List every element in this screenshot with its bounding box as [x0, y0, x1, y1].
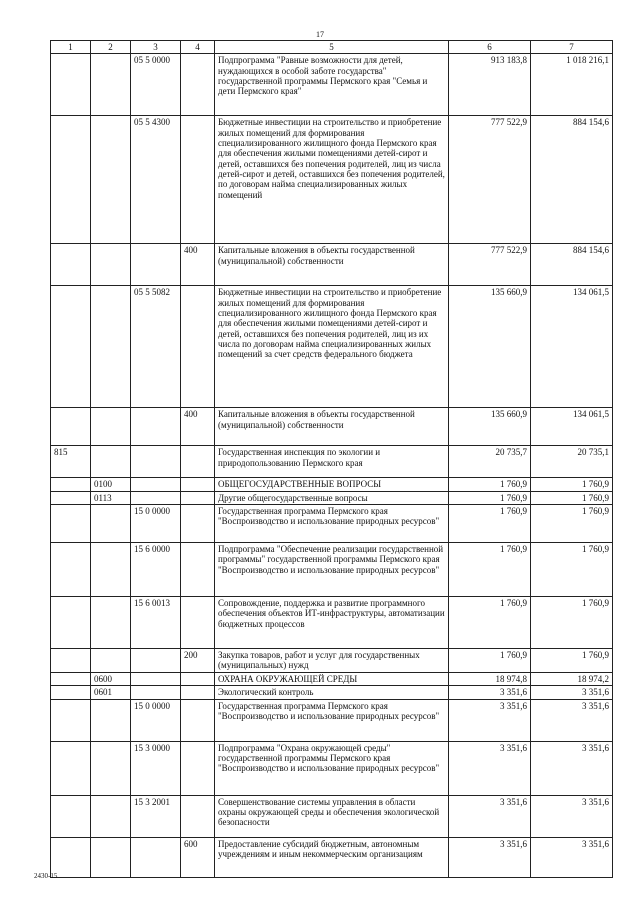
cell-amount-year-2: 3 351,6	[531, 837, 613, 877]
cell-name: Предоставление субсидий бюджетным, автономным учреждениям и иным некоммерческим организациям	[215, 837, 449, 877]
cell-target-code: 15 3 2001	[131, 795, 181, 837]
cell-ministry-code	[51, 741, 91, 795]
cell-amount-year-2: 3 351,6	[531, 686, 613, 699]
table-row	[51, 446, 613, 478]
cell-ministry-code	[51, 673, 91, 686]
cell-target-code: 15 0 0000	[131, 505, 181, 543]
cell-target-code	[131, 649, 181, 673]
cell-expense-type	[181, 795, 215, 837]
cell-section-code	[91, 54, 131, 116]
cell-expense-type	[181, 286, 215, 408]
cell-expense-type	[181, 491, 215, 504]
cell-amount-year-2: 1 760,9	[531, 491, 613, 504]
cell-target-code	[131, 244, 181, 286]
cell-amount-year-1: 20 735,7	[449, 446, 531, 478]
table-row	[51, 54, 613, 116]
cell-target-code	[131, 686, 181, 699]
cell-amount-year-2: 1 018 216,1	[531, 54, 613, 116]
cell-name: Подпрограмма "Охрана окружающей среды" государственной программы Пермского края "Воспроизводство и использование природных ресурсов"	[215, 741, 449, 795]
cell-expense-type: 200	[181, 649, 215, 673]
cell-name: Совершенствование системы управления в области охраны окружающей среды и обеспечения экологической безопасности	[215, 795, 449, 837]
header-col-5: 5	[215, 41, 449, 54]
header-col-2: 2	[91, 41, 131, 54]
cell-name: ОХРАНА ОКРУЖАЮЩЕЙ СРЕДЫ	[215, 673, 449, 686]
cell-ministry-code	[51, 649, 91, 673]
page-number: 17	[316, 30, 324, 39]
cell-ministry-code	[51, 286, 91, 408]
table-row	[51, 286, 613, 408]
cell-section-code	[91, 543, 131, 597]
cell-target-code	[131, 673, 181, 686]
cell-ministry-code	[51, 686, 91, 699]
cell-amount-year-1: 135 660,9	[449, 408, 531, 446]
cell-ministry-code	[51, 478, 91, 491]
cell-target-code	[131, 491, 181, 504]
cell-ministry-code	[51, 116, 91, 244]
table-row	[51, 244, 613, 286]
cell-amount-year-1: 777 522,9	[449, 116, 531, 244]
cell-amount-year-1: 135 660,9	[449, 286, 531, 408]
cell-section-code: 0113	[91, 491, 131, 504]
cell-name: Государственная программа Пермского края "Воспроизводство и использование природных ресурсов"	[215, 505, 449, 543]
cell-name: Государственная инспекция по экологии и природопользованию Пермского края	[215, 446, 449, 478]
cell-amount-year-1: 1 760,9	[449, 491, 531, 504]
cell-name: Капитальные вложения в объекты государственной (муниципальной) собственности	[215, 408, 449, 446]
cell-section-code	[91, 795, 131, 837]
cell-name: Другие общегосударственные вопросы	[215, 491, 449, 504]
cell-amount-year-2: 134 061,5	[531, 408, 613, 446]
cell-amount-year-1: 3 351,6	[449, 837, 531, 877]
cell-section-code	[91, 116, 131, 244]
cell-name: ОБЩЕГОСУДАРСТВЕННЫЕ ВОПРОСЫ	[215, 478, 449, 491]
footer-document-code: 2430-15	[34, 872, 58, 880]
cell-section-code	[91, 505, 131, 543]
cell-ministry-code	[51, 699, 91, 741]
cell-expense-type	[181, 673, 215, 686]
cell-name: Бюджетные инвестиции на строительство и приобретение жилых помещений для формирования специализированного жилищного фонда Пермского края для обеспечения жилыми помещениями детей-сирот и детей, оставшихся без попечения родителей, лиц из числа детей-сирот и детей, оставшихся без попечения родителей, по договорам найма специализированных жилых помещений	[215, 116, 449, 244]
cell-amount-year-1: 3 351,6	[449, 699, 531, 741]
cell-section-code	[91, 446, 131, 478]
cell-amount-year-1: 913 183,8	[449, 54, 531, 116]
cell-amount-year-2: 3 351,6	[531, 699, 613, 741]
table-row	[51, 491, 613, 504]
cell-section-code	[91, 649, 131, 673]
cell-section-code	[91, 286, 131, 408]
cell-amount-year-1: 1 760,9	[449, 505, 531, 543]
header-col-4: 4	[181, 41, 215, 54]
cell-amount-year-2: 884 154,6	[531, 116, 613, 244]
cell-ministry-code	[51, 54, 91, 116]
cell-target-code: 05 5 0000	[131, 54, 181, 116]
cell-target-code: 15 3 0000	[131, 741, 181, 795]
header-col-7: 7	[531, 41, 613, 54]
table-row	[51, 408, 613, 446]
cell-ministry-code	[51, 795, 91, 837]
table-header	[51, 41, 613, 54]
table-row	[51, 505, 613, 543]
cell-amount-year-2: 1 760,9	[531, 505, 613, 543]
table-row	[51, 673, 613, 686]
cell-expense-type	[181, 686, 215, 699]
cell-ministry-code	[51, 597, 91, 649]
cell-amount-year-1: 3 351,6	[449, 686, 531, 699]
cell-expense-type	[181, 478, 215, 491]
table-row	[51, 837, 613, 877]
cell-amount-year-1: 3 351,6	[449, 741, 531, 795]
cell-expense-type: 400	[181, 408, 215, 446]
cell-expense-type: 400	[181, 244, 215, 286]
table-row	[51, 116, 613, 244]
cell-ministry-code	[51, 505, 91, 543]
cell-name: Закупка товаров, работ и услуг для государственных (муниципальных) нужд	[215, 649, 449, 673]
table-row	[51, 597, 613, 649]
cell-amount-year-1: 1 760,9	[449, 478, 531, 491]
cell-ministry-code	[51, 244, 91, 286]
cell-section-code	[91, 699, 131, 741]
table-body	[51, 54, 613, 877]
cell-expense-type	[181, 116, 215, 244]
cell-amount-year-2: 1 760,9	[531, 478, 613, 491]
cell-section-code	[91, 837, 131, 877]
table-row	[51, 649, 613, 673]
cell-amount-year-1: 1 760,9	[449, 543, 531, 597]
table-row	[51, 795, 613, 837]
cell-section-code: 0100	[91, 478, 131, 491]
cell-target-code	[131, 446, 181, 478]
cell-target-code: 15 6 0013	[131, 597, 181, 649]
table-row	[51, 543, 613, 597]
cell-amount-year-2: 1 760,9	[531, 597, 613, 649]
cell-target-code: 05 5 4300	[131, 116, 181, 244]
cell-amount-year-2: 1 760,9	[531, 649, 613, 673]
cell-name: Экологический контроль	[215, 686, 449, 699]
cell-amount-year-1: 3 351,6	[449, 795, 531, 837]
cell-target-code	[131, 837, 181, 877]
cell-amount-year-2: 20 735,1	[531, 446, 613, 478]
cell-amount-year-1: 18 974,8	[449, 673, 531, 686]
budget-table	[50, 40, 613, 878]
cell-expense-type	[181, 505, 215, 543]
cell-ministry-code	[51, 408, 91, 446]
cell-name: Государственная программа Пермского края "Воспроизводство и использование природных ресурсов"	[215, 699, 449, 741]
cell-amount-year-2: 18 974,2	[531, 673, 613, 686]
cell-ministry-code: 815	[51, 446, 91, 478]
header-col-1: 1	[51, 41, 91, 54]
cell-amount-year-2: 3 351,6	[531, 795, 613, 837]
cell-amount-year-2: 1 760,9	[531, 543, 613, 597]
cell-target-code	[131, 478, 181, 491]
cell-expense-type	[181, 54, 215, 116]
cell-name: Бюджетные инвестиции на строительство и приобретение жилых помещений для формирования специализированного жилищного фонда Пермского края для обеспечения жилыми помещениями детей-сирот и детей, оставшихся без попечения родителей, лиц из их числа по договорам найма специализированных жилых помещений за счет средств федерального бюджета	[215, 286, 449, 408]
table-row	[51, 741, 613, 795]
cell-amount-year-1: 1 760,9	[449, 597, 531, 649]
header-col-3: 3	[131, 41, 181, 54]
cell-expense-type	[181, 543, 215, 597]
cell-amount-year-2: 884 154,6	[531, 244, 613, 286]
cell-amount-year-1: 1 760,9	[449, 649, 531, 673]
table-row	[51, 686, 613, 699]
cell-ministry-code	[51, 491, 91, 504]
table-row	[51, 699, 613, 741]
cell-expense-type: 600	[181, 837, 215, 877]
cell-section-code	[91, 741, 131, 795]
cell-expense-type	[181, 597, 215, 649]
cell-target-code	[131, 408, 181, 446]
cell-target-code: 15 6 0000	[131, 543, 181, 597]
cell-expense-type	[181, 741, 215, 795]
cell-target-code: 15 0 0000	[131, 699, 181, 741]
cell-name: Сопровождение, поддержка и развитие программного обеспечения объектов ИТ-инфраструктуры, автоматизации бюджетных процессов	[215, 597, 449, 649]
cell-target-code: 05 5 5082	[131, 286, 181, 408]
header-row	[51, 41, 613, 54]
cell-section-code	[91, 244, 131, 286]
cell-name: Подпрограмма "Обеспечение реализации государственной программы" государственной программы Пермского края "Воспроизводство и использование природных ресурсов"	[215, 543, 449, 597]
cell-name: Капитальные вложения в объекты государственной (муниципальной) собственности	[215, 244, 449, 286]
cell-expense-type	[181, 699, 215, 741]
cell-amount-year-2: 134 061,5	[531, 286, 613, 408]
header-col-6: 6	[449, 41, 531, 54]
cell-ministry-code	[51, 543, 91, 597]
cell-section-code	[91, 597, 131, 649]
cell-name: Подпрограмма "Равные возможности для детей, нуждающихся в особой заботе государства" государственной программы Пермского края "Семья и дети Пермского края"	[215, 54, 449, 116]
cell-section-code: 0600	[91, 673, 131, 686]
cell-amount-year-2: 3 351,6	[531, 741, 613, 795]
cell-expense-type	[181, 446, 215, 478]
cell-amount-year-1: 777 522,9	[449, 244, 531, 286]
cell-section-code: 0601	[91, 686, 131, 699]
cell-section-code	[91, 408, 131, 446]
table-row	[51, 478, 613, 491]
